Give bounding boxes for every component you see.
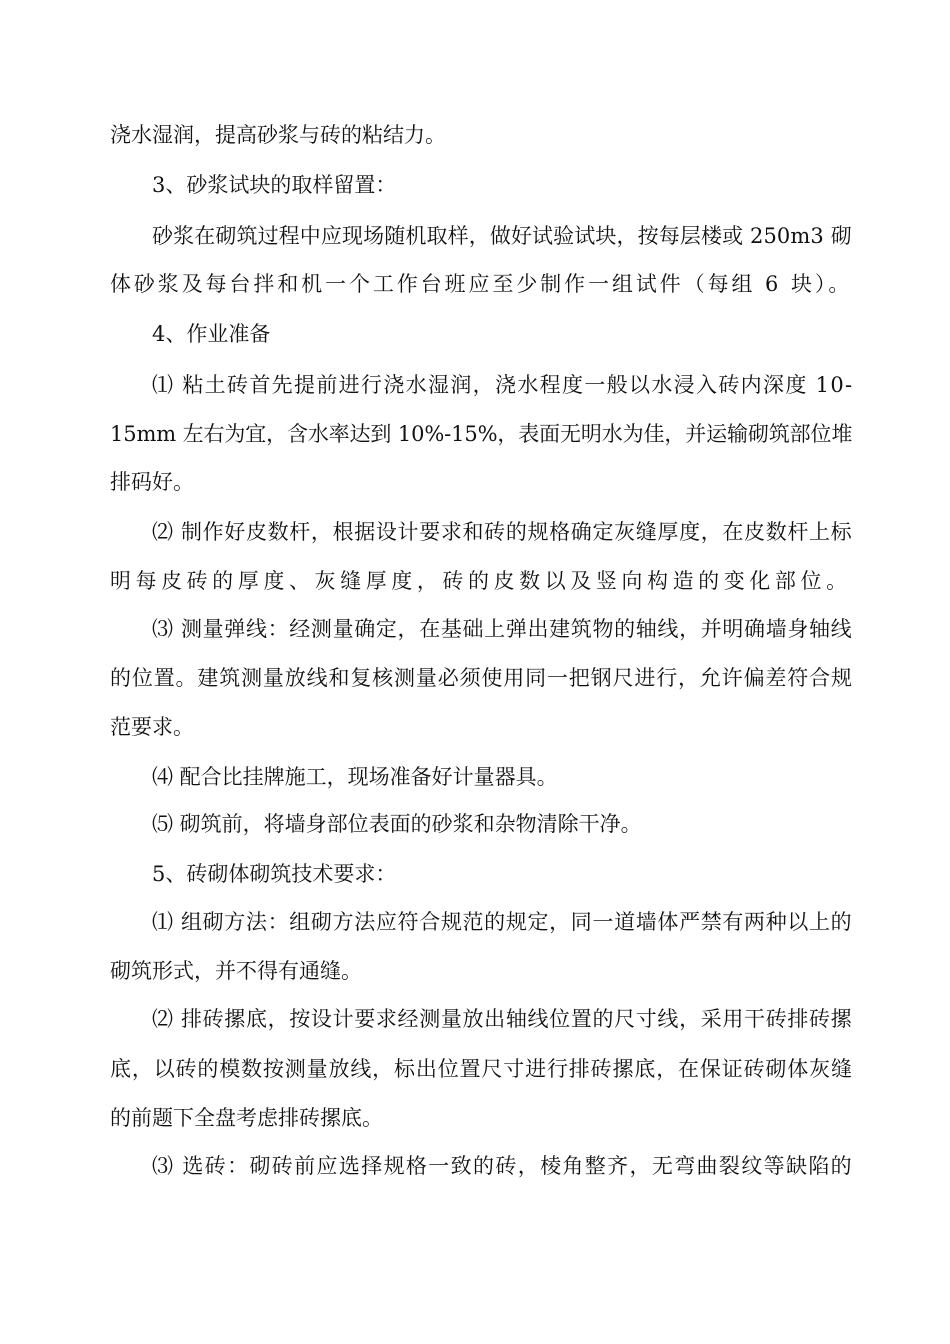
text-line: ⑴ 组砌方法：组砌方法应符合规范的规定，同一道墙体严禁有两种以上的	[152, 910, 853, 934]
text-line: ⑸ 砌筑前，将墙身部位表面的砂浆和杂物清除干净。	[152, 812, 642, 836]
text-line: ⑵ 排砖摞底，按设计要求经测量放出轴线位置的尺寸线，采用干砖排砖摞	[152, 1007, 853, 1031]
text-line: 排码好。	[110, 470, 194, 494]
text-line: 砂浆在砌筑过程中应现场随机取样，做好试验试块，按每层楼或 250m3 砌	[152, 224, 852, 248]
text-line: 的位置。建筑测量放线和复核测量必须使用同一把钢尺进行，允许偏差符合规	[110, 666, 853, 690]
text-line: 体砂浆及每台拌和机一个工作台班应至少制作一组试件（每组 6 块）。	[110, 272, 853, 296]
text-line: 明每皮砖的厚度、灰缝厚度，砖的皮数以及竖向构造的变化部位。	[110, 569, 852, 593]
text-line: 的前题下全盘考虑排砖摞底。	[110, 1106, 383, 1130]
text-line: ⑵ 制作好皮数杆，根据设计要求和砖的规格确定灰缝厚度，在皮数杆上标	[152, 520, 853, 544]
text-line: ⑷ 配合比挂牌施工，现场准备好计量器具。	[152, 765, 558, 789]
text-line: ⑶ 测量弹线：经测量确定，在基础上弹出建筑物的轴线，并明确墙身轴线	[152, 617, 853, 641]
text-line: ⑴ 粘土砖首先提前进行浇水湿润，浇水程度一般以水浸入砖内深度 10-	[152, 373, 854, 397]
section-heading: 3、砂浆试块的取样留置：	[152, 173, 397, 197]
text-line: 浇水湿润，提高砂浆与砖的粘结力。	[110, 123, 446, 147]
text-line: 15mm 左右为宜，含水率达到 10%-15%，表面无明水为佳，并运输砌筑部位堆	[110, 422, 853, 446]
section-heading: 4、作业准备	[152, 322, 271, 346]
section-heading: 5、砖砌体砌筑技术要求：	[152, 862, 397, 886]
text-line: 范要求。	[110, 715, 194, 739]
text-line: 底，以砖的模数按测量放线，标出位置尺寸进行排砖摞底，在保证砖砌体灰缝	[110, 1057, 853, 1081]
text-line: 砌筑形式，并不得有通缝。	[110, 959, 362, 983]
text-line: ⑶ 选砖：砌砖前应选择规格一致的砖，棱角整齐，无弯曲裂纹等缺陷的	[152, 1154, 854, 1178]
